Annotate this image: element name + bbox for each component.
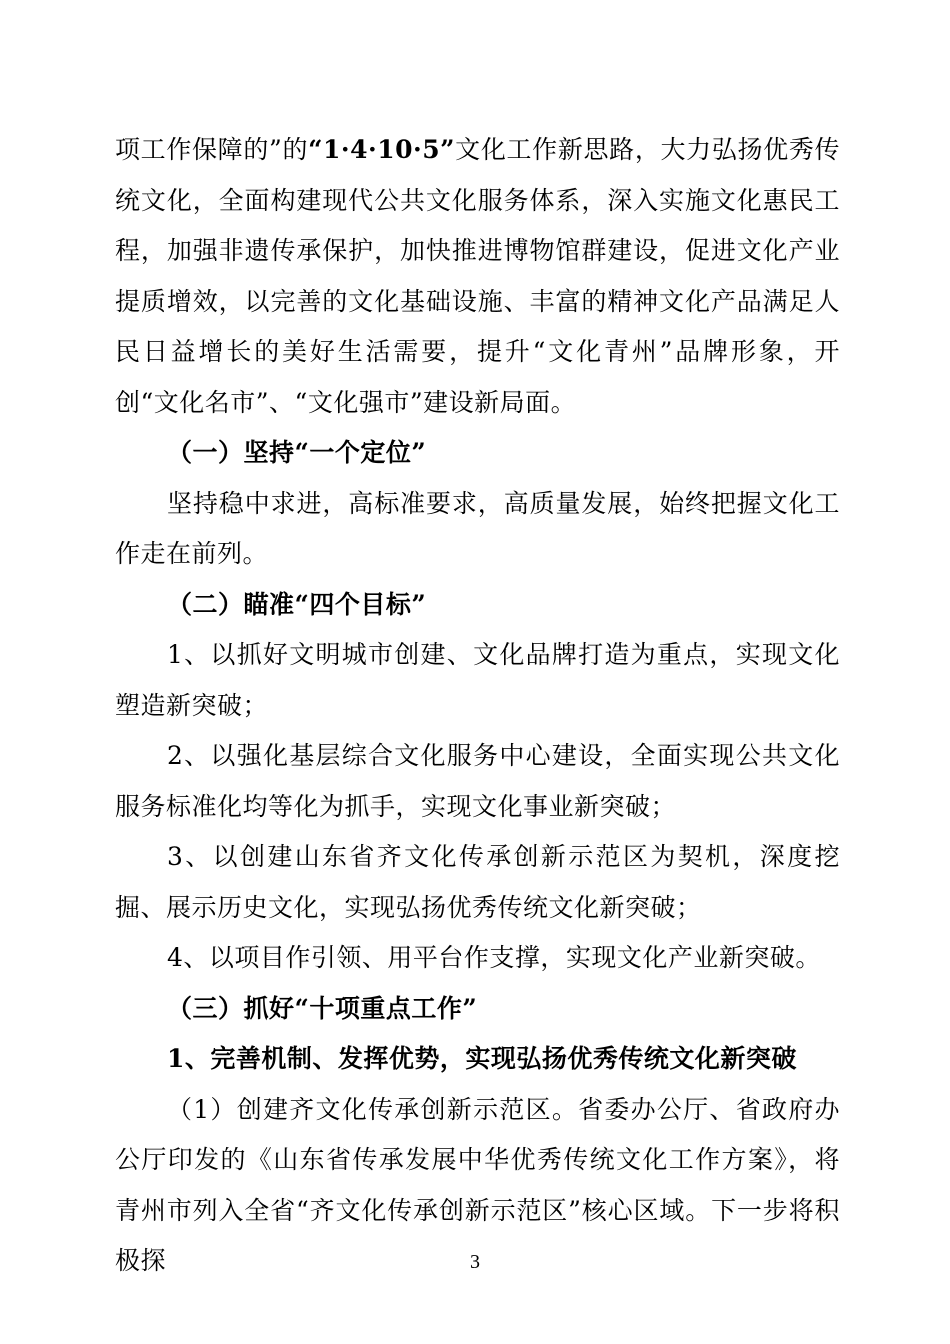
- paragraph-demonstration-zone: （1）创建齐文化传承创新示范区。省委办公厅、省政府办公厅印发的《山东省传承发展中华优秀传统文化工作方案》，将青州市列入全省“齐文化传承创新示范区”核心区域。下一步将积极探: [115, 1094, 840, 1275]
- paragraph-positioning: 坚持稳中求进，高标准要求，高质量发展，始终把握文化工作走在前列。: [115, 488, 840, 568]
- goal-item-3: 3、以创建山东省齐文化传承创新示范区为契机，深度挖掘、展示历史文化，实现弘扬优秀传统文化新突破；: [115, 842, 840, 922]
- document-body: [115, 125, 840, 1287]
- paragraph-intro: [115, 125, 840, 428]
- page-number: 3: [470, 1251, 480, 1273]
- paragraph-intro-emphasis: “1·4·10·5”: [308, 135, 455, 164]
- section-heading-two: （二）瞄准“四个目标”: [167, 589, 427, 619]
- section-heading-three: （三）抓好“十项重点工作”: [167, 993, 478, 1023]
- goal-item-4: 4、以项目作引领、用平台作支撑，实现文化产业新突破。: [167, 943, 821, 972]
- goal-item-2: 2、以强化基层综合文化服务中心建设，全面实现公共文化服务标准化均等化为抓手，实现文化事业新突破；: [115, 741, 840, 821]
- section-heading-one: （一）坚持“一个定位”: [167, 438, 427, 467]
- subsection-heading-1: 1、完善机制、发挥优势，实现弘扬优秀传统文化新突破: [167, 1044, 797, 1073]
- paragraph-intro-pre: 项工作保障的”的: [115, 135, 309, 164]
- goal-item-1: 1、以抓好文明城市创建、文化品牌打造为重点，实现文化塑造新突破；: [115, 640, 840, 720]
- paragraph-intro-post: 文化工作新思路，大力弘扬优秀传统文化，全面构建现代公共文化服务体系，深入实施文化惠民工程，加强非遗传承保护，加快推进博物馆群建设，促进文化产业提质增效，以完善的文化基础设施、丰富的精神文化产品满足人民日益增长的美好生活需要，提升“文化青州”品牌形象，开创“文化名市”、“文化强市”建设新局面。: [115, 135, 840, 417]
